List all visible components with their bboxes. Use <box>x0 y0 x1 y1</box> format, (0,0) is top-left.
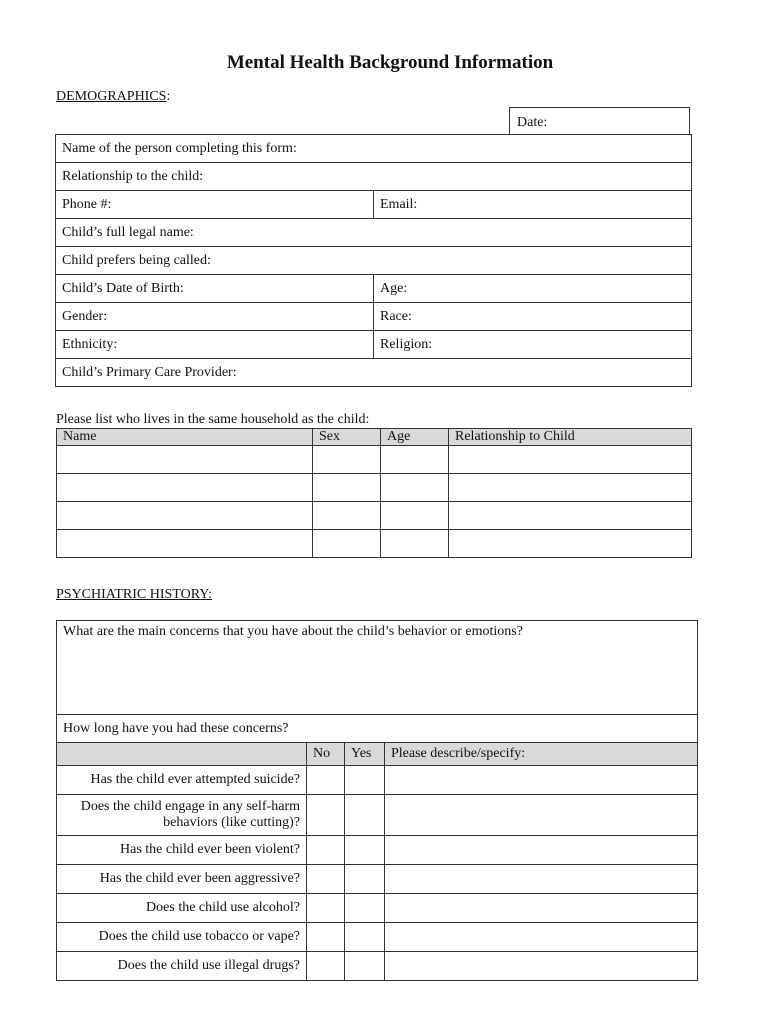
phone-field[interactable] <box>56 191 374 219</box>
describe-cell[interactable] <box>385 952 698 981</box>
gender-field[interactable] <box>56 303 374 331</box>
how-long-field[interactable] <box>57 715 698 743</box>
no-checkbox[interactable] <box>307 766 345 795</box>
yes-checkbox[interactable] <box>345 952 385 981</box>
household-age-cell[interactable] <box>381 446 449 474</box>
email-field[interactable] <box>374 191 692 219</box>
ethnicity-label: Ethnicity: <box>62 336 118 352</box>
yes-checkbox[interactable] <box>345 894 385 923</box>
household-relationship-cell[interactable] <box>449 446 692 474</box>
yes-checkbox[interactable] <box>345 923 385 952</box>
household-name-cell[interactable] <box>57 474 313 502</box>
yes-checkbox[interactable] <box>345 795 385 836</box>
table-row <box>57 894 698 923</box>
psychiatric-table <box>56 620 698 981</box>
demographics-heading-colon: : <box>166 89 171 104</box>
household-relationship-cell[interactable] <box>449 530 692 558</box>
age-label: Age: <box>380 280 408 296</box>
no-checkbox[interactable] <box>307 836 345 865</box>
prefers-called-label: Child prefers being called: <box>62 252 211 268</box>
phone-label: Phone #: <box>62 196 112 212</box>
household-age-cell[interactable] <box>381 502 449 530</box>
yes-checkbox[interactable] <box>345 865 385 894</box>
religion-label: Religion: <box>380 336 433 352</box>
no-header: No <box>307 743 345 766</box>
question-violent: Has the child ever been violent? <box>57 836 307 865</box>
table-row <box>57 836 698 865</box>
page-title: Mental Health Background Information <box>226 52 554 73</box>
describe-cell[interactable] <box>385 923 698 952</box>
yes-checkbox[interactable] <box>345 836 385 865</box>
psychiatric-heading: PSYCHIATRIC HISTORY: <box>56 587 212 602</box>
main-concerns-label: What are the main concerns that you have about the child’s behavior or emotions? <box>63 624 523 639</box>
how-long-label: How long have you had these concerns? <box>63 720 289 736</box>
demographics-table <box>55 134 692 387</box>
demographics-heading-text: DEMOGRAPHICS <box>56 89 167 104</box>
table-row <box>57 766 698 795</box>
household-age-cell[interactable] <box>381 530 449 558</box>
no-checkbox[interactable] <box>307 952 345 981</box>
household-intro: Please list who lives in the same household as the child: <box>56 412 370 427</box>
household-relationship-cell[interactable] <box>449 474 692 502</box>
question-alcohol: Does the child use alcohol? <box>57 894 307 923</box>
primary-care-label: Child’s Primary Care Provider: <box>62 364 237 380</box>
full-legal-name-field[interactable] <box>56 219 692 247</box>
household-sex-cell[interactable] <box>313 446 381 474</box>
describe-cell[interactable] <box>385 894 698 923</box>
question-header-blank <box>57 743 307 766</box>
no-checkbox[interactable] <box>307 865 345 894</box>
table-row <box>57 923 698 952</box>
race-label: Race: <box>380 308 412 324</box>
question-aggressive: Has the child ever been aggressive? <box>57 865 307 894</box>
demographics-heading <box>56 89 170 105</box>
table-row <box>57 530 692 558</box>
question-tobacco: Does the child use tobacco or vape? <box>57 923 307 952</box>
household-sex-cell[interactable] <box>313 502 381 530</box>
ethnicity-field[interactable] <box>56 331 374 359</box>
table-row <box>57 446 692 474</box>
dob-label: Child’s Date of Birth: <box>62 280 184 296</box>
household-header-relationship: Relationship to Child <box>449 429 692 446</box>
household-table <box>56 428 692 558</box>
prefers-called-field[interactable] <box>56 247 692 275</box>
name-completing-field[interactable] <box>56 135 692 163</box>
household-header-age: Age <box>381 429 449 446</box>
household-sex-cell[interactable] <box>313 530 381 558</box>
question-self-harm: Does the child engage in any self-harm behaviors (like cutting)? <box>57 795 307 836</box>
table-row <box>57 952 698 981</box>
table-row <box>57 795 698 836</box>
describe-cell[interactable] <box>385 836 698 865</box>
household-age-cell[interactable] <box>381 474 449 502</box>
primary-care-field[interactable] <box>56 359 692 387</box>
no-checkbox[interactable] <box>307 894 345 923</box>
religion-field[interactable] <box>374 331 692 359</box>
email-label: Email: <box>380 196 418 212</box>
yes-header: Yes <box>345 743 385 766</box>
yes-checkbox[interactable] <box>345 766 385 795</box>
describe-cell[interactable] <box>385 766 698 795</box>
household-sex-cell[interactable] <box>313 474 381 502</box>
household-name-cell[interactable] <box>57 446 313 474</box>
table-row <box>57 502 692 530</box>
gender-label: Gender: <box>62 308 108 324</box>
full-legal-name-label: Child’s full legal name: <box>62 224 194 240</box>
name-completing-label: Name of the person completing this form: <box>62 140 297 156</box>
describe-cell[interactable] <box>385 795 698 836</box>
dob-field[interactable] <box>56 275 374 303</box>
describe-cell[interactable] <box>385 865 698 894</box>
household-relationship-cell[interactable] <box>449 502 692 530</box>
table-row <box>57 474 692 502</box>
date-label: Date: <box>517 115 548 130</box>
main-concerns-field[interactable] <box>57 621 698 715</box>
household-header-name: Name <box>57 429 313 446</box>
age-field[interactable] <box>374 275 692 303</box>
table-row <box>57 865 698 894</box>
relationship-field[interactable] <box>56 163 692 191</box>
household-name-cell[interactable] <box>57 530 313 558</box>
household-header-sex: Sex <box>313 429 381 446</box>
household-name-cell[interactable] <box>57 502 313 530</box>
no-checkbox[interactable] <box>307 923 345 952</box>
race-field[interactable] <box>374 303 692 331</box>
question-drugs: Does the child use illegal drugs? <box>57 952 307 981</box>
relationship-label: Relationship to the child: <box>62 168 204 184</box>
date-field[interactable] <box>509 107 690 134</box>
describe-header: Please describe/specify: <box>385 743 698 766</box>
question-suicide: Has the child ever attempted suicide? <box>57 766 307 795</box>
no-checkbox[interactable] <box>307 795 345 836</box>
